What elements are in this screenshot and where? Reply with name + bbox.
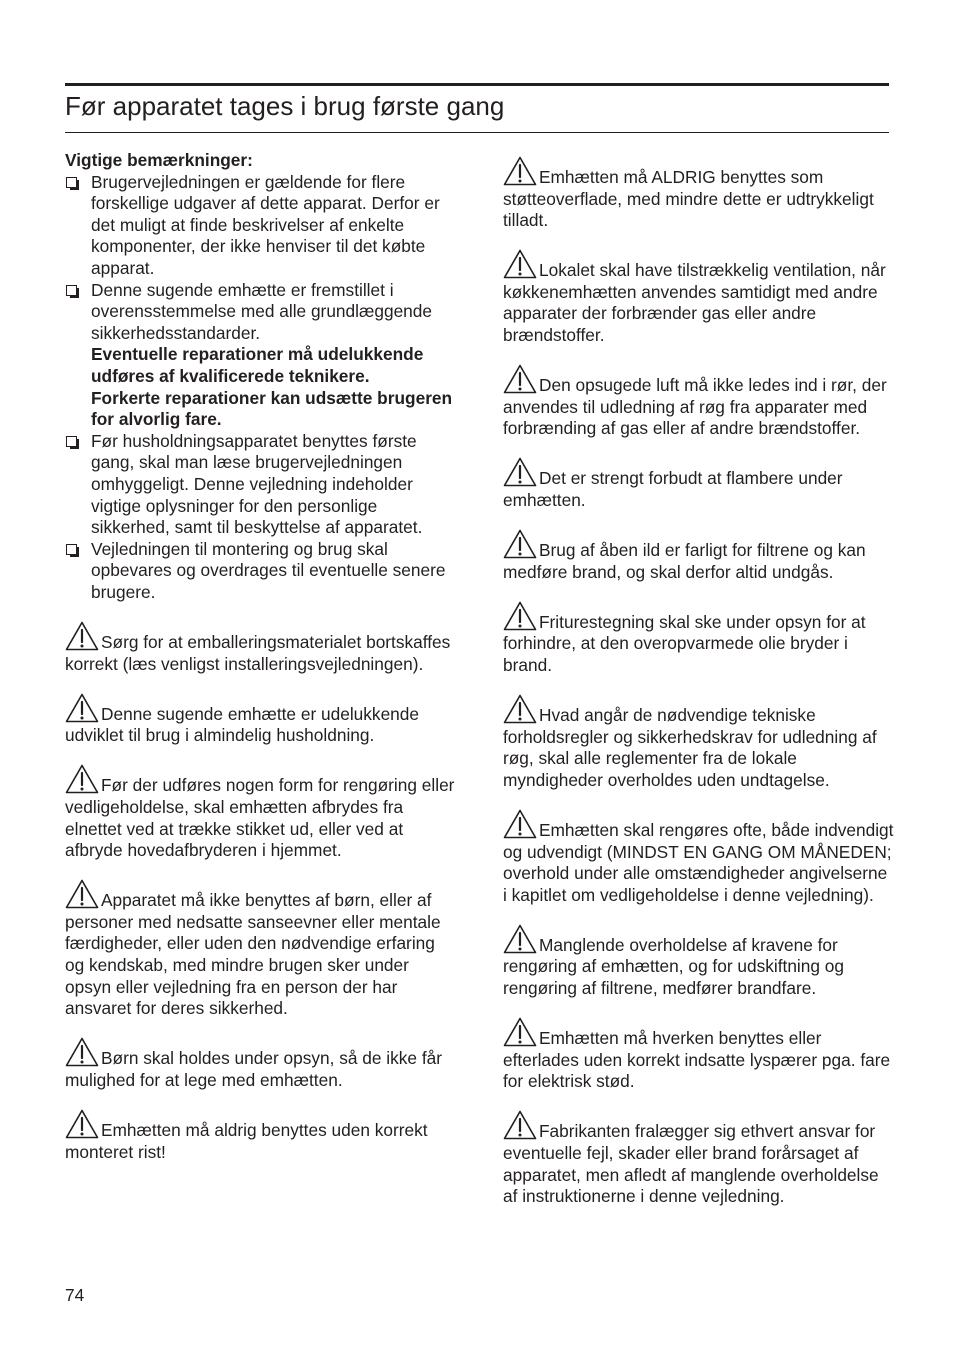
- warning-triangle-icon: [503, 924, 537, 954]
- danger-warning-bold: Forkerte reparationer kan udsætte brugeren for alvorlig fare.: [91, 387, 453, 430]
- warning-item: [503, 529, 895, 583]
- warning-text: Emhætten må hverken benyttes eller efterlades uden korrekt indsatte lyspærer pga. fare for elektrisk stød.: [503, 1028, 891, 1092]
- repair-warning-bold: Eventuelle reparationer må udelukkende udføres af kvalificerede teknikere.: [91, 344, 424, 386]
- right-warnings: [503, 156, 895, 1208]
- warning-item: [503, 249, 895, 346]
- warning-triangle-icon: [65, 1109, 99, 1139]
- warning-item: [503, 1017, 895, 1093]
- warning-item: [65, 693, 457, 747]
- warning-triangle-icon: [65, 764, 99, 794]
- warning-item: [65, 621, 457, 675]
- warning-item: [503, 457, 895, 511]
- warning-text: Sørg for at emballeringsmaterialet bortskaffes korrekt (læs venligst installeringsvejledningen).: [65, 631, 451, 674]
- warning-item: [503, 601, 895, 677]
- warning-text: Den opsugede luft må ikke ledes ind i rør, der anvendes til udledning af røg fra apparater med forbrænding af gas eller af andre brændstoffer.: [503, 375, 887, 439]
- list-item: [65, 539, 457, 604]
- warning-triangle-icon: [65, 693, 99, 723]
- warning-item: [65, 764, 457, 861]
- header-rule-top: [65, 83, 889, 86]
- warning-triangle-icon: [503, 156, 537, 186]
- right-column: [503, 156, 895, 1208]
- warning-text: Emhætten skal rengøres ofte, både indvendigt og udvendigt (MINDST EN GANG OM MÅNEDEN; overhold under alle omstændigheder angivelserne i kapitlet om vedligeholdelse i denne vejledning).: [503, 819, 894, 905]
- warning-triangle-icon: [503, 457, 537, 487]
- warning-text: Apparatet må ikke benyttes af børn, eller af personer med nedsatte sanseevner eller mentale færdigheder, eller uden den nødvendige erfaring og kendskab, med mindre brugen sker under opsyn eller vejledning fra en person der har ansvaret for deres sikkerhed.: [65, 890, 441, 1019]
- notes-list: [65, 172, 457, 604]
- list-item: [65, 431, 457, 539]
- warning-triangle-icon: [503, 1017, 537, 1047]
- warning-item: [503, 364, 895, 440]
- warning-text: Fabrikanten fralægger sig ethvert ansvar for eventuelle fejl, skader eller brand forårsaget af apparatet, men afledt af manglende overholdelse af instruktionerne i denne vejledning.: [503, 1121, 879, 1207]
- checkbox-icon: [66, 436, 77, 447]
- warning-triangle-icon: [503, 1110, 537, 1140]
- warning-item: [503, 156, 895, 232]
- left-column: [65, 150, 457, 1163]
- warning-text: Børn skal holdes under opsyn, så de ikke får mulighed for at lege med emhætten.: [65, 1048, 443, 1090]
- list-item-text: Brugervejledningen er gældende for flere forskellige udgaver af dette apparat. Derfor er det muligt at finde beskrivelser af enkelte komponenter, der ikke henviser til det købte apparat.: [91, 171, 440, 278]
- warning-text: Lokalet skal have tilstrækkelig ventilation, når køkkenemhætten anvendes samtidigt med andre apparater der forbrænder gas eller andre brændstoffer.: [503, 260, 886, 346]
- warning-text: Før der udføres nogen form for rengøring eller vedligeholdelse, skal emhætten afbrydes fra elnettet ved at trække stikket ud, eller ved at afbryde hovedafbryderen i hjemmet.: [65, 775, 455, 861]
- list-item: [65, 172, 457, 280]
- warning-triangle-icon: [503, 529, 537, 559]
- warning-item: [65, 1109, 457, 1163]
- checkbox-icon: [66, 544, 77, 555]
- warning-text: Det er strengt forbudt at flambere under emhætten.: [503, 468, 843, 511]
- page-title: Før apparatet tages i brug første gang: [65, 91, 505, 121]
- warning-text: Denne sugende emhætte er udelukkende udviklet til brug i almindelig husholdning.: [65, 703, 420, 746]
- left-warnings: [65, 621, 457, 1163]
- warning-text: Manglende overholdelse af kravene for rengøring af emhætten, og for udskiftning og rengøring af filtrene, medfører brandfare.: [503, 934, 845, 999]
- warning-triangle-icon: [503, 601, 537, 631]
- header-rule-bottom: [65, 132, 889, 133]
- warning-triangle-icon: [65, 621, 99, 651]
- checkbox-icon: [66, 285, 77, 296]
- warning-triangle-icon: [503, 809, 537, 839]
- warning-triangle-icon: [503, 364, 537, 394]
- warning-item: [503, 1110, 895, 1207]
- page-number: 74: [65, 1285, 85, 1305]
- warning-text: Emhætten må aldrig benyttes uden korrekt monteret rist!: [65, 1119, 428, 1162]
- checkbox-icon: [66, 177, 77, 188]
- list-item: [65, 280, 457, 431]
- list-item-text: Vejledningen til montering og brug skal opbevares og overdrages til eventuelle senere brugere.: [91, 538, 446, 602]
- warning-text: Hvad angår de nødvendige tekniske forholdsregler og sikkerhedskrav for udledning af røg, skal alle reglementer fra de lokale myndigheder overholdes uden undtagelse.: [503, 705, 877, 790]
- warning-triangle-icon: [65, 1037, 99, 1067]
- warning-text: Brug af åben ild er farligt for filtrene og kan medføre brand, og skal derfor altid undgås.: [503, 540, 866, 582]
- list-item-text: Før husholdningsapparatet benyttes første gang, skal man læse brugervejledningen omhyggeligt. Denne vejledning indeholder vigtige oplysninger for den personlige sikkerhed, samt til beskyttelse af apparatet.: [91, 430, 423, 538]
- warning-triangle-icon: [503, 249, 537, 279]
- warning-triangle-icon: [503, 694, 537, 724]
- warning-item: [503, 694, 895, 791]
- warning-item: [65, 879, 457, 1020]
- list-item-text: Denne sugende emhætte er fremstillet i overensstemmelse med alle grundlæggende sikkerhedsstandarder.: [91, 279, 433, 343]
- warning-text: Emhætten må ALDRIG benyttes som støtteoverflade, med mindre dette er udtrykkeligt tilladt.: [503, 167, 874, 231]
- warning-item: [503, 809, 895, 906]
- warning-text: Friturestegning skal ske under opsyn for at forhindre, at den overopvarmede olie bryder i brand.: [503, 611, 866, 675]
- warning-item: [503, 924, 895, 1000]
- warning-item: [65, 1037, 457, 1091]
- warning-triangle-icon: [65, 879, 99, 909]
- notes-heading: Vigtige bemærkninger:: [65, 150, 253, 170]
